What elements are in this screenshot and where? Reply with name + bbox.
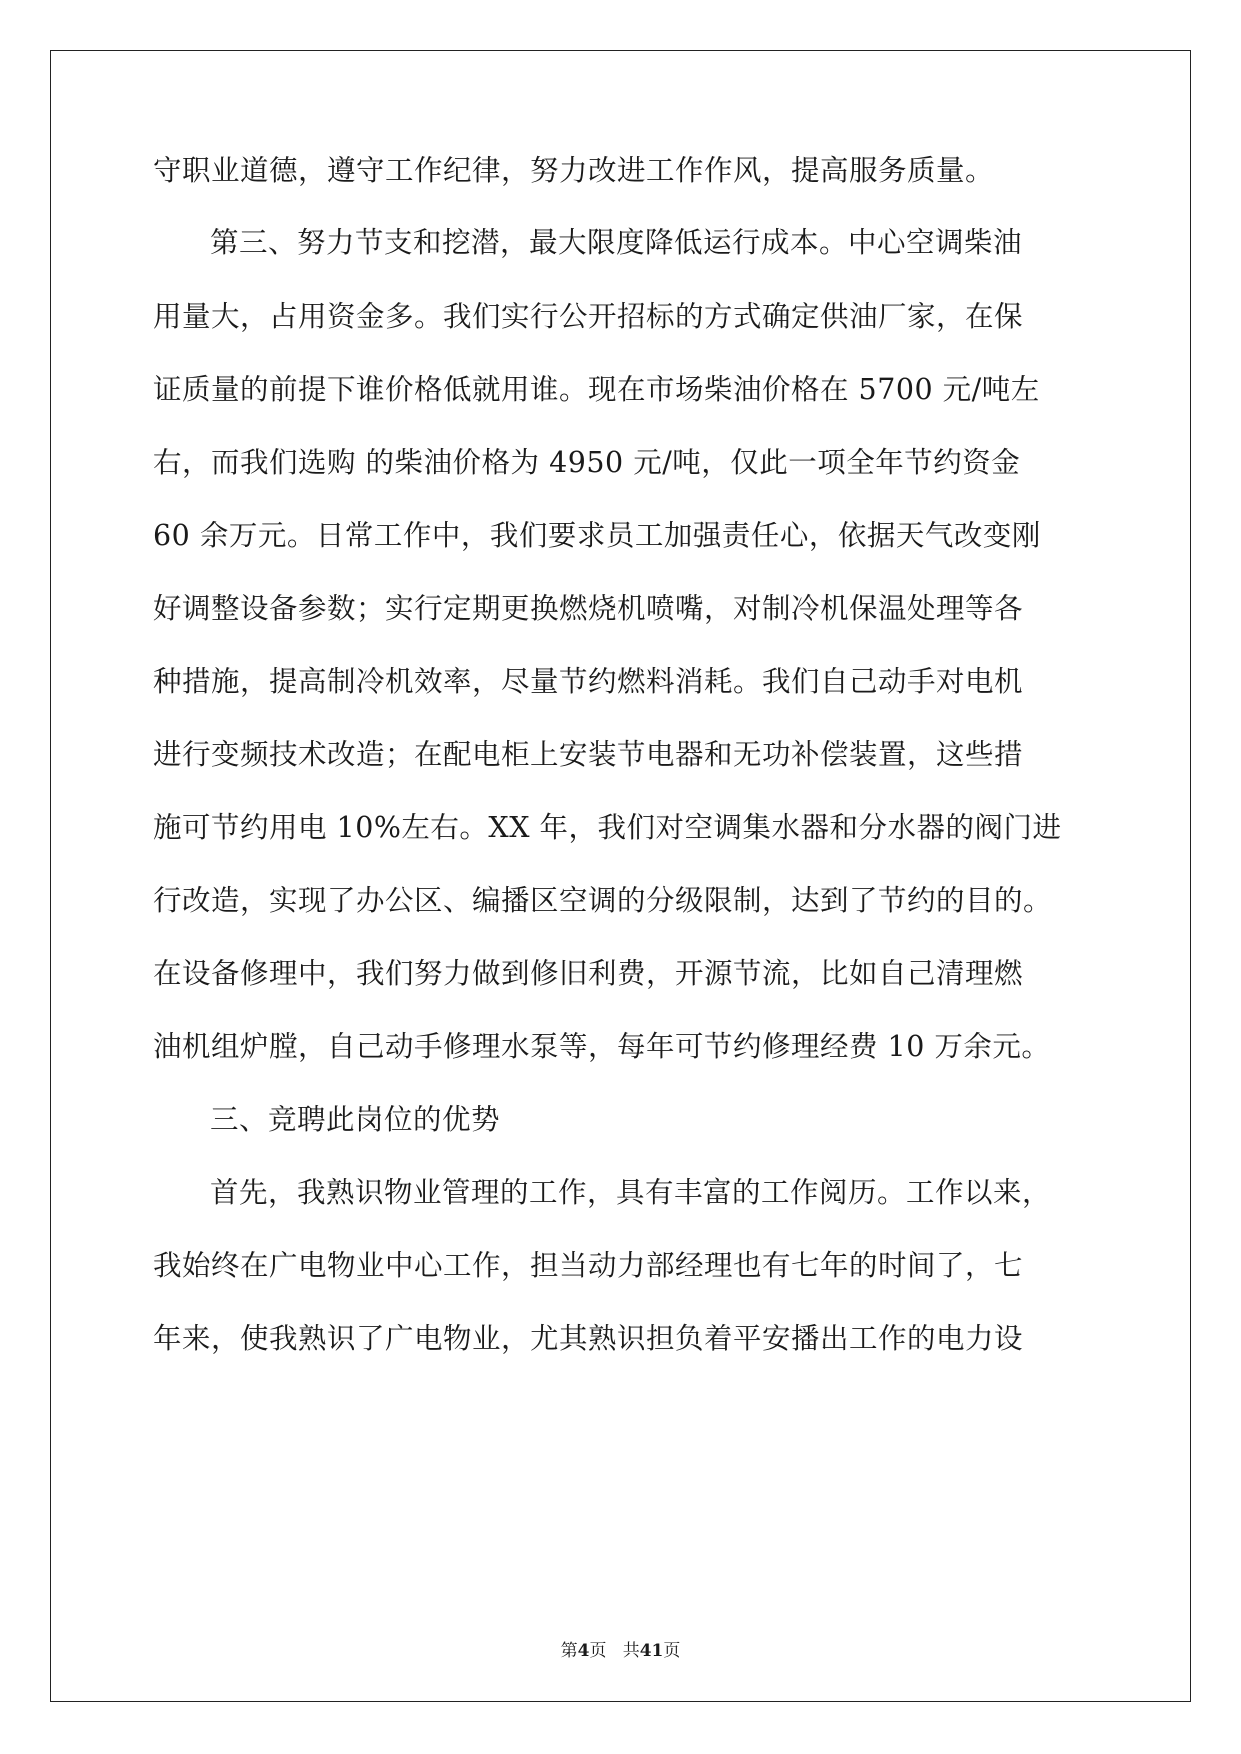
text-line: 在设备修理中，我们努力做到修旧利费，开源节流，比如自己清理燃 <box>153 957 1024 990</box>
text-line: 油机组炉膛，自己动手修理水泵等，每年可节约修理经费 10 万余元。 <box>153 1030 1051 1063</box>
text-line: 用量大，占用资金多。我们实行公开招标的方式确定供油厂家，在保 <box>153 300 1024 333</box>
text-line: 行改造，实现了办公区、编播区空调的分级限制，达到了节约的目的。 <box>153 884 1053 917</box>
text-line: 进行变频技术改造；在配电柜上安装节电器和无功补偿装置，这些措 <box>153 738 1024 771</box>
text-line: 右，而我们选购 的柴油价格为 4950 元/吨，仅此一项全年节约资金 <box>153 446 1021 479</box>
page-footer <box>0 1636 1241 1661</box>
text-line: 施可节约用电 10%左右。XX 年，我们对空调集水器和分水器的阀门进 <box>153 811 1062 844</box>
text-line: 好调整设备参数；实行定期更换燃烧机喷嘴，对制冷机保温处理等各 <box>153 592 1024 625</box>
text-line: 年来，使我熟识了广电物业，尤其熟识担负着平安播出工作的电力设 <box>153 1322 1024 1355</box>
text-line: 证质量的前提下谁价格低就用谁。现在市场柴油价格在 5700 元/吨左 <box>153 373 1040 406</box>
text-line: 首先，我熟识物业管理的工作，具有丰富的工作阅历。工作以来， <box>210 1176 1052 1209</box>
total-pages: 41 <box>639 1641 664 1661</box>
footer-page-suffix: 页 <box>589 1641 607 1661</box>
text-line: 60 余万元。日常工作中，我们要求员工加强责任心，依据天气改变刚 <box>153 519 1041 552</box>
text-line: 种措施，提高制冷机效率，尽量节约燃料消耗。我们自己动手对电机 <box>153 665 1024 698</box>
page-border <box>50 50 1191 1702</box>
text-line: 我始终在广电物业中心工作，担当动力部经理也有七年的时间了，七 <box>153 1249 1024 1282</box>
footer-total-prefix: 共 <box>622 1641 640 1661</box>
text-line: 守职业道德，遵守工作纪律，努力改进工作作风，提高服务质量。 <box>153 154 995 187</box>
footer-prefix: 第 <box>560 1641 578 1661</box>
section-heading: 三、竞聘此岗位的优势 <box>210 1103 501 1136</box>
footer-total-suffix: 页 <box>663 1641 681 1661</box>
page-number: 4 <box>577 1641 590 1661</box>
text-line: 第三、努力节支和挖潜，最大限度降低运行成本。中心空调柴油 <box>210 226 1023 259</box>
